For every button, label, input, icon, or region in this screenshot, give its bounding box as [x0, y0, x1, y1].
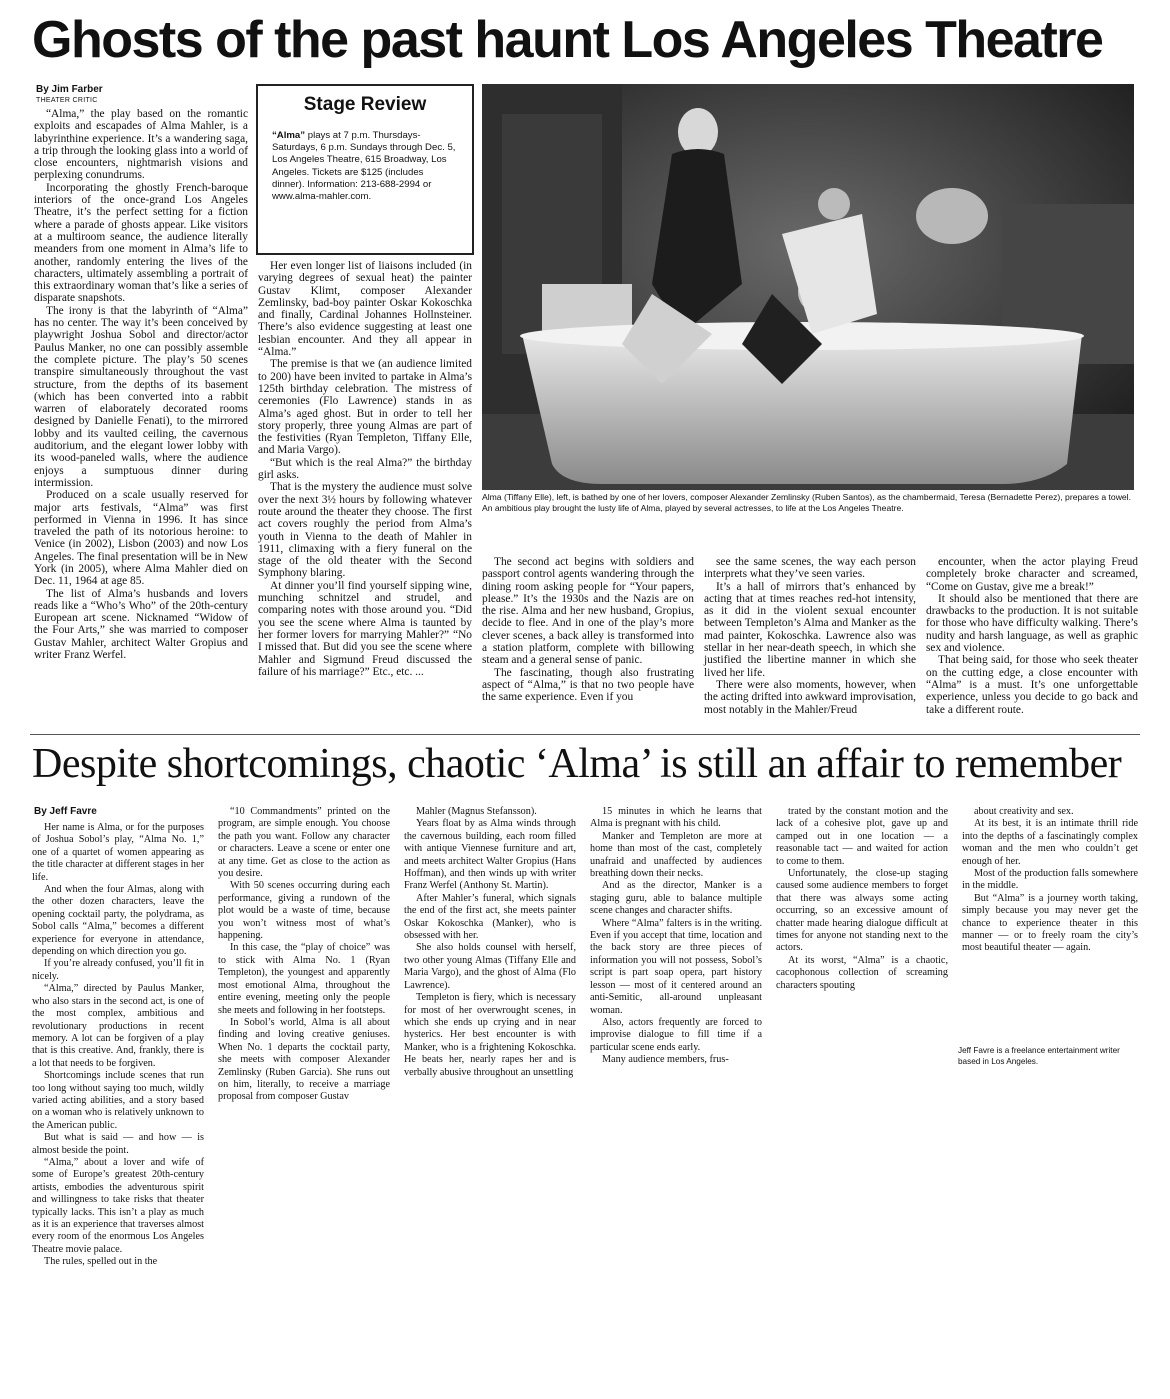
article1-column-2	[258, 260, 472, 732]
paragraph: That is the mystery the audience must solve over the next 3½ hours by following whatever route around the theater they choose. The first act covers roughly the period from Alma’s youth in Vienna to the death of Mahler in 1911, climaxing with a fiery funeral on the stage of the old theater with the Second Symphony blaring.	[258, 481, 472, 580]
theatre-photo	[482, 84, 1134, 490]
paragraph: Most of the production falls somewhere in the middle.	[962, 868, 1138, 892]
paragraph: She also holds counsel with herself, two other young Almas (Tiffany Elle and Maria Vargo), and the ghost of Alma (Flo Lawrence).	[404, 942, 576, 991]
paragraph: The list of Alma’s husbands and lovers reads like a “Who’s Who” of the 20th-century European art scene. Nicknamed “Widow of the Four Arts,” she was married to composer Gustav Mahler, architect Walter Gropius and writer Franz Werfel.	[34, 587, 248, 662]
stage-review-details: plays at 7 p.m. Thursdays-Saturdays, 6 p.m. Sundays through Dec. 5, Los Angeles Theatre, 615 Broadway, Los Angeles. Tickets are $125 (includes dinner). Information: 213-688-2994 or www.alma-mahler.com.	[272, 130, 456, 203]
paragraph: Shortcomings include scenes that run too long without saying too much, wildly varied acting abilities, and a story based on a woman who is relatively unknown to the American public.	[32, 1070, 204, 1131]
paragraph: about creativity and sex.	[974, 806, 1074, 817]
stage-review-info	[272, 130, 458, 203]
paragraph: Many audience members, frus-	[602, 1054, 729, 1066]
headline-despite: Despite shortcomings, chaotic ‘Alma’ is still an affair to remember	[32, 741, 1122, 787]
byline: By Jim Farber	[36, 84, 103, 95]
paragraph: Unfortunately, the close-up staging caused some audience members to forget that there was always some acting occurring, so an excessive amount of chatter made hearing dialogue difficult at times for anyone not standing next to the actors.	[776, 868, 948, 954]
paragraph: Years float by as Alma winds through the cavernous building, each room filled with antique Viennese furniture and art, and meets architect Walter Gropius (Hans Hoffman), and then winds up with writer Franz Werfel (Anthony St. Martin).	[404, 818, 576, 892]
paragraph: After Mahler’s funeral, which signals the end of the first act, she meets painter Oskar Kokoschka (Manker), who is obsessed with her.	[404, 892, 576, 942]
paragraph: Incorporating the ghostly French-baroque interiors of the once-grand Los Angeles Theatre, it’s the perfect setting for a fiction where a parade of ghosts appear. Like visitors at a multiroom seance, the audience literally meanders from one moment in Alma’s life to another, randomly entering the lives of the characters, ultimately assembling a portrait of this extraordinary woman that’s like a series of disparate snapshots.	[34, 181, 248, 305]
stage-review-title: Stage Review	[303, 94, 427, 115]
paragraph: But “Alma” is a journey worth taking, simply because you may never get the chance to experience theater in this manner — or to freely roam the city’s most beautiful theater — again.	[962, 892, 1138, 954]
paragraph: At its best, it is an intimate thrill ride into the depths of a fascinatingly complex woman and the men who couldn’t get enough of her.	[962, 818, 1138, 867]
paragraph: “But which is the real Alma?” the birthday girl asks.	[258, 456, 472, 482]
article1-column-4	[704, 556, 916, 732]
paragraph: “Alma,” about a lover and wife of some of Europe’s greatest 20th-century artists, embodies the adventurous spirit and willingness to take risks that theater typically lacks. This isn’t a play as much as it is an experience that traverses almost every room of the enormous Los Angeles Theatre movie palace.	[32, 1156, 204, 1255]
article-divider	[30, 734, 1140, 735]
paragraph: If you’re already confused, you’ll fit in nicely.	[32, 958, 204, 982]
article2-column-2	[218, 806, 390, 1103]
paragraph: But what is said — and how — is almost beside the point.	[32, 1132, 204, 1156]
paragraph: The fascinating, though also frustrating aspect of “Alma,” is that no two people have the same experience. Even if you	[482, 666, 694, 704]
paragraph: At dinner you’ll find yourself sipping wine, munching schnitzel and strudel, and comparing notes with those around you. “Did you see the scene where Alma is taunted by her former lovers for marrying Mahler?” “No I missed that. But did you see the scene where Mahler and Sigmund Freud discussed the failure of his marriage?” Etc., etc. ...	[258, 579, 472, 678]
paragraph: And as the director, Manker is a staging guru, able to balance multiple scene changes and character shifts.	[590, 880, 762, 917]
paragraph: 15 minutes in which he learns that Alma is pregnant with his child.	[590, 806, 762, 830]
article1-column-3	[482, 556, 694, 732]
stage-review-box	[256, 84, 474, 255]
author-bio: Jeff Favre is a freelance entertainment writer based in Los Angeles.	[958, 1046, 1120, 1066]
paragraph: Also, actors frequently are forced to improvise dialogue to fill time if a particular scene ends early.	[590, 1016, 762, 1053]
paragraph: It’s a hall of mirrors that’s enhanced by acting that at times reaches red-hot intensity, as it did in the violent sexual encounter between Templeton’s Alma and Manker as the mad painter, Kokoschka. Lawrence also was stellar in her near-death speech, in which she justified the libertine manner in which she lived her life.	[704, 580, 916, 679]
stage-review-lead: “Alma”	[272, 130, 306, 141]
paragraph: The irony is that the labyrinth of “Alma” has no center. The way it’s been conceived by playwright Joshua Sobol and director/actor Paulus Manker, no one can possibly assemble the complete picture. The play’s 50 scenes transpire simultaneously throughout the vast structure, from the depths of its basement (which has been converted into a rabbit warren of elaborately decorated rooms designed by Danielle Fenati), to the mirrored lobby and its vaulted ceiling, the cavernous auditorium, and the elegant lower lobby with its wood-paneled walls, where the audience enjoys a sumptuous dinner during intermission.	[34, 304, 248, 489]
article2-column-3	[404, 806, 576, 1146]
paragraph: There were also moments, however, when the acting drifted into awkward improvisation, most notably in the Mahler/Freud	[704, 678, 916, 716]
paragraph: The second act begins with soldiers and passport control agents wandering through the dining room asking people for “Your papers, please.” It’s the 1930s and the Nazis are on the rise. Alma and her new husband, Gropius, decide to flee. And in one of the play’s more clever scenes, a back alley is transformed into a station platform, complete with billowing steam and a general sense of panic.	[482, 556, 694, 667]
article2-column-1	[32, 822, 204, 1388]
paragraph: Her name is Alma, or for the purposes of Joshua Sobol’s play, “Alma No. 1,” one of a quartet of women appearing as the title character at different stages in her life.	[32, 822, 204, 883]
paragraph: At its worst, “Alma” is a chaotic, cacophonous collection of screaming characters spouting	[776, 954, 948, 991]
paragraph: trated by the constant motion and the lack of a cohesive plot, gave up and camped out in one location — a reasonable tact — and waited for action to come to them.	[776, 806, 948, 867]
paragraph: In Sobol’s world, Alma is all about finding and loving creative geniuses. When No. 1 departs the cocktail party, she meets with composer Alexander Zemlinsky (Ruben Garcia). She runs out on him, literally, to receive a marriage proposal from composer Gustav	[218, 1016, 390, 1103]
paragraph: The premise is that we (an audience limited to 200) have been invited to partake in Alma’s 125th birthday celebration. The mistress of ceremonies (Flo Lawrence) stands in as Alma’s aged ghost. But in order to tell her story properly, three young Almas are part of the festivities (Ryan Templeton, Tiffany Elle, and Maria Vargo).	[258, 358, 472, 457]
paragraph: Where “Alma” falters is in the writing. Even if you accept that time, location and the back story are three pieces of information you will not possess, Sobol’s script is part soap opera, part history lesson — most of it centered around an anti-Semitic, all-around unpleasant woman.	[590, 917, 762, 1016]
photo-caption: Alma (Tiffany Elle), left, is bathed by one of her lovers, composer Alexander Zemlinsky (Ruben Santos), as the chambermaid, Teresa (Bernadette Perez), prepares a towel. An ambitious play brought the lusty life of Alma, played by several actresses, to life at the Los Angeles Theatre.	[482, 492, 1131, 513]
paragraph: That being said, for those who seek theater on the cutting edge, a close encounter with “Alma” is a must. It’s one unforgettable experience, unless you decide to go back and take a different route.	[926, 654, 1138, 716]
article2-column-5	[776, 806, 948, 991]
paragraph: “Alma,” directed by Paulus Manker, who also stars in the second act, is one of the most complex, ambitious and revolutionary productions in recent memory. A lot can be forgiven of a play that is this creative. And, frankly, there is a lot that needs to be forgiven.	[32, 983, 204, 1069]
paragraph: And when the four Almas, along with the other dozen characters, leave the opening cocktail party, the polydrama, as Sobol calls “Alma,” becomes a different experience for everyone in attendance, depending on which direction you go.	[32, 884, 204, 958]
paragraph: In this case, the “play of choice” was to stick with Alma No. 1 (Ryan Templeton), the youngest and apparently most emotional Alma, throughout the entire evening, meeting only the people she meets and following in her footsteps.	[218, 942, 390, 1016]
paragraph: “10 Commandments” printed on the program, are simple enough. You choose the path you want. Follow any character or characters. Leave a scene or enter one at any time. Get as close to the action as you desire.	[218, 806, 390, 880]
article1-column-5	[926, 556, 1138, 732]
paragraph: Manker and Templeton are more at home than most of the cast, completely unafraid and unaffected by audiences breathing down their necks.	[590, 830, 762, 880]
paragraph: Templeton is fiery, which is necessary for most of her overwrought scenes, in which she ends up crying and in near hysterics. Her best encounter is with Manker, who is a frightening Kokoschka. He beats her, nearly rapes her and is verbally abusive throughout an unsettling	[404, 992, 576, 1078]
paragraph: encounter, when the actor playing Freud completely broke character and screamed, “Come on Gustav, give me a break!”	[926, 556, 1138, 593]
photo-illustration	[482, 84, 1134, 490]
paragraph: With 50 scenes occurring during each performance, giving a rundown of the plot would be a waste of time, because you won’t witness most of what’s happening.	[218, 880, 390, 942]
byline-favre: By Jeff Favre	[34, 806, 97, 817]
article2-column-6	[962, 806, 1138, 1042]
paragraph: Produced on a scale usually reserved for major arts festivals, “Alma” was first performed in Vienna in 1996. It has since traveled the path of its notorious heroine: to Venice (in 2002), Lisbon (2003) and now Los Angeles. The final presentation will be in New York (in 2005), where Alma Mahler died on Dec. 11, 1964 at age 85.	[34, 489, 248, 588]
article1-column-1	[34, 108, 248, 732]
byline-role: THEATER CRITIC	[36, 97, 98, 104]
paragraph: see the same scenes, the way each person interprets what they’ve seen varies.	[704, 556, 916, 581]
paragraph: Her even longer list of liaisons included (in varying degrees of sexual heat) the painter Gustav Klimt, composer Alexander Zemlinsky, bad-boy painter Oskar Kokoschka and finally, Cardinal Johannes Hollnsteiner. There’s also evidence suggesting at least one lesbian encounter. And they all appear in “Alma.”	[258, 260, 472, 359]
paragraph: It should also be mentioned that there are drawbacks to the production. It is not suitable for those who have difficulty walking. There’s nudity and harsh language, as well as graphic sex and violence.	[926, 592, 1138, 655]
paragraph: The rules, spelled out in the	[44, 1256, 158, 1268]
headline-ghosts: Ghosts of the past haunt Los Angeles Theatre	[32, 11, 1103, 69]
article2-column-4	[590, 806, 762, 1132]
paragraph: “Alma,” the play based on the romantic exploits and escapades of Alma Mahler, is a labyrinthine experience. It’s a wandering saga, a trip through the looking glass into a world of close encounters, nightmarish visions and perplexing conundrums.	[34, 108, 248, 182]
paragraph: Mahler (Magnus Stefansson).	[416, 806, 537, 817]
